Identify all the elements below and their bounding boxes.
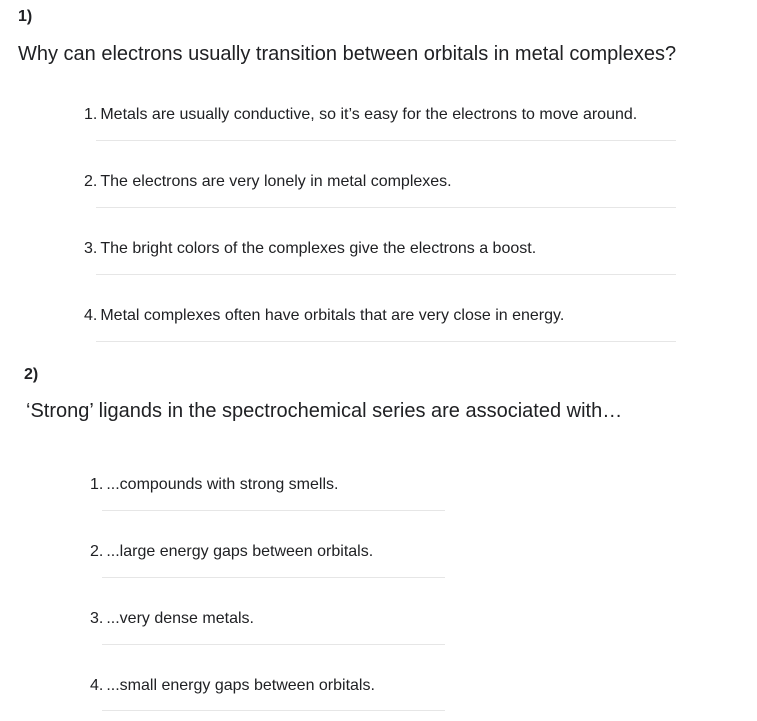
option-number: 4. [90, 677, 104, 694]
option-text: The bright colors of the complexes give the electrons a boost. [100, 240, 537, 257]
question-1-option-2[interactable] [84, 173, 452, 191]
option-text: ...small energy gaps between orbitals. [106, 677, 375, 694]
answer-divider [102, 510, 445, 511]
answer-divider [96, 207, 676, 208]
option-text: Metals are usually conductive, so it’s easy for the electrons to move around. [100, 106, 638, 123]
question-2-text: ‘Strong’ ligands in the spectrochemical series are associated with… [26, 400, 623, 422]
answer-divider [96, 274, 676, 275]
answer-divider [96, 140, 676, 141]
answer-divider [102, 710, 445, 711]
option-text: The electrons are very lonely in metal complexes. [100, 173, 452, 190]
option-number: 1. [84, 106, 98, 123]
question-2-number: 2) [24, 366, 39, 383]
option-number: 3. [90, 610, 104, 627]
option-text: ...large energy gaps between orbitals. [106, 543, 374, 560]
question-1-number: 1) [18, 8, 33, 25]
option-text: Metal complexes often have orbitals that are very close in energy. [100, 307, 565, 324]
option-number: 4. [84, 307, 98, 324]
question-1-option-3[interactable] [84, 240, 536, 258]
option-number: 1. [90, 476, 104, 493]
question-1-option-1[interactable] [84, 106, 637, 124]
question-2-option-1[interactable] [90, 476, 338, 494]
option-number: 2. [90, 543, 104, 560]
question-2-option-3[interactable] [90, 610, 254, 628]
question-2-option-4[interactable] [90, 677, 375, 695]
answer-divider [102, 644, 445, 645]
option-number: 2. [84, 173, 98, 190]
question-1-text: Why can electrons usually transition between orbitals in metal complexes? [18, 43, 677, 65]
answer-divider [102, 577, 445, 578]
question-1-option-4[interactable] [84, 307, 564, 325]
option-text: ...very dense metals. [106, 610, 254, 627]
question-2-option-2[interactable] [90, 543, 373, 561]
option-number: 3. [84, 240, 98, 257]
answer-divider [96, 341, 676, 342]
option-text: ...compounds with strong smells. [106, 476, 339, 493]
